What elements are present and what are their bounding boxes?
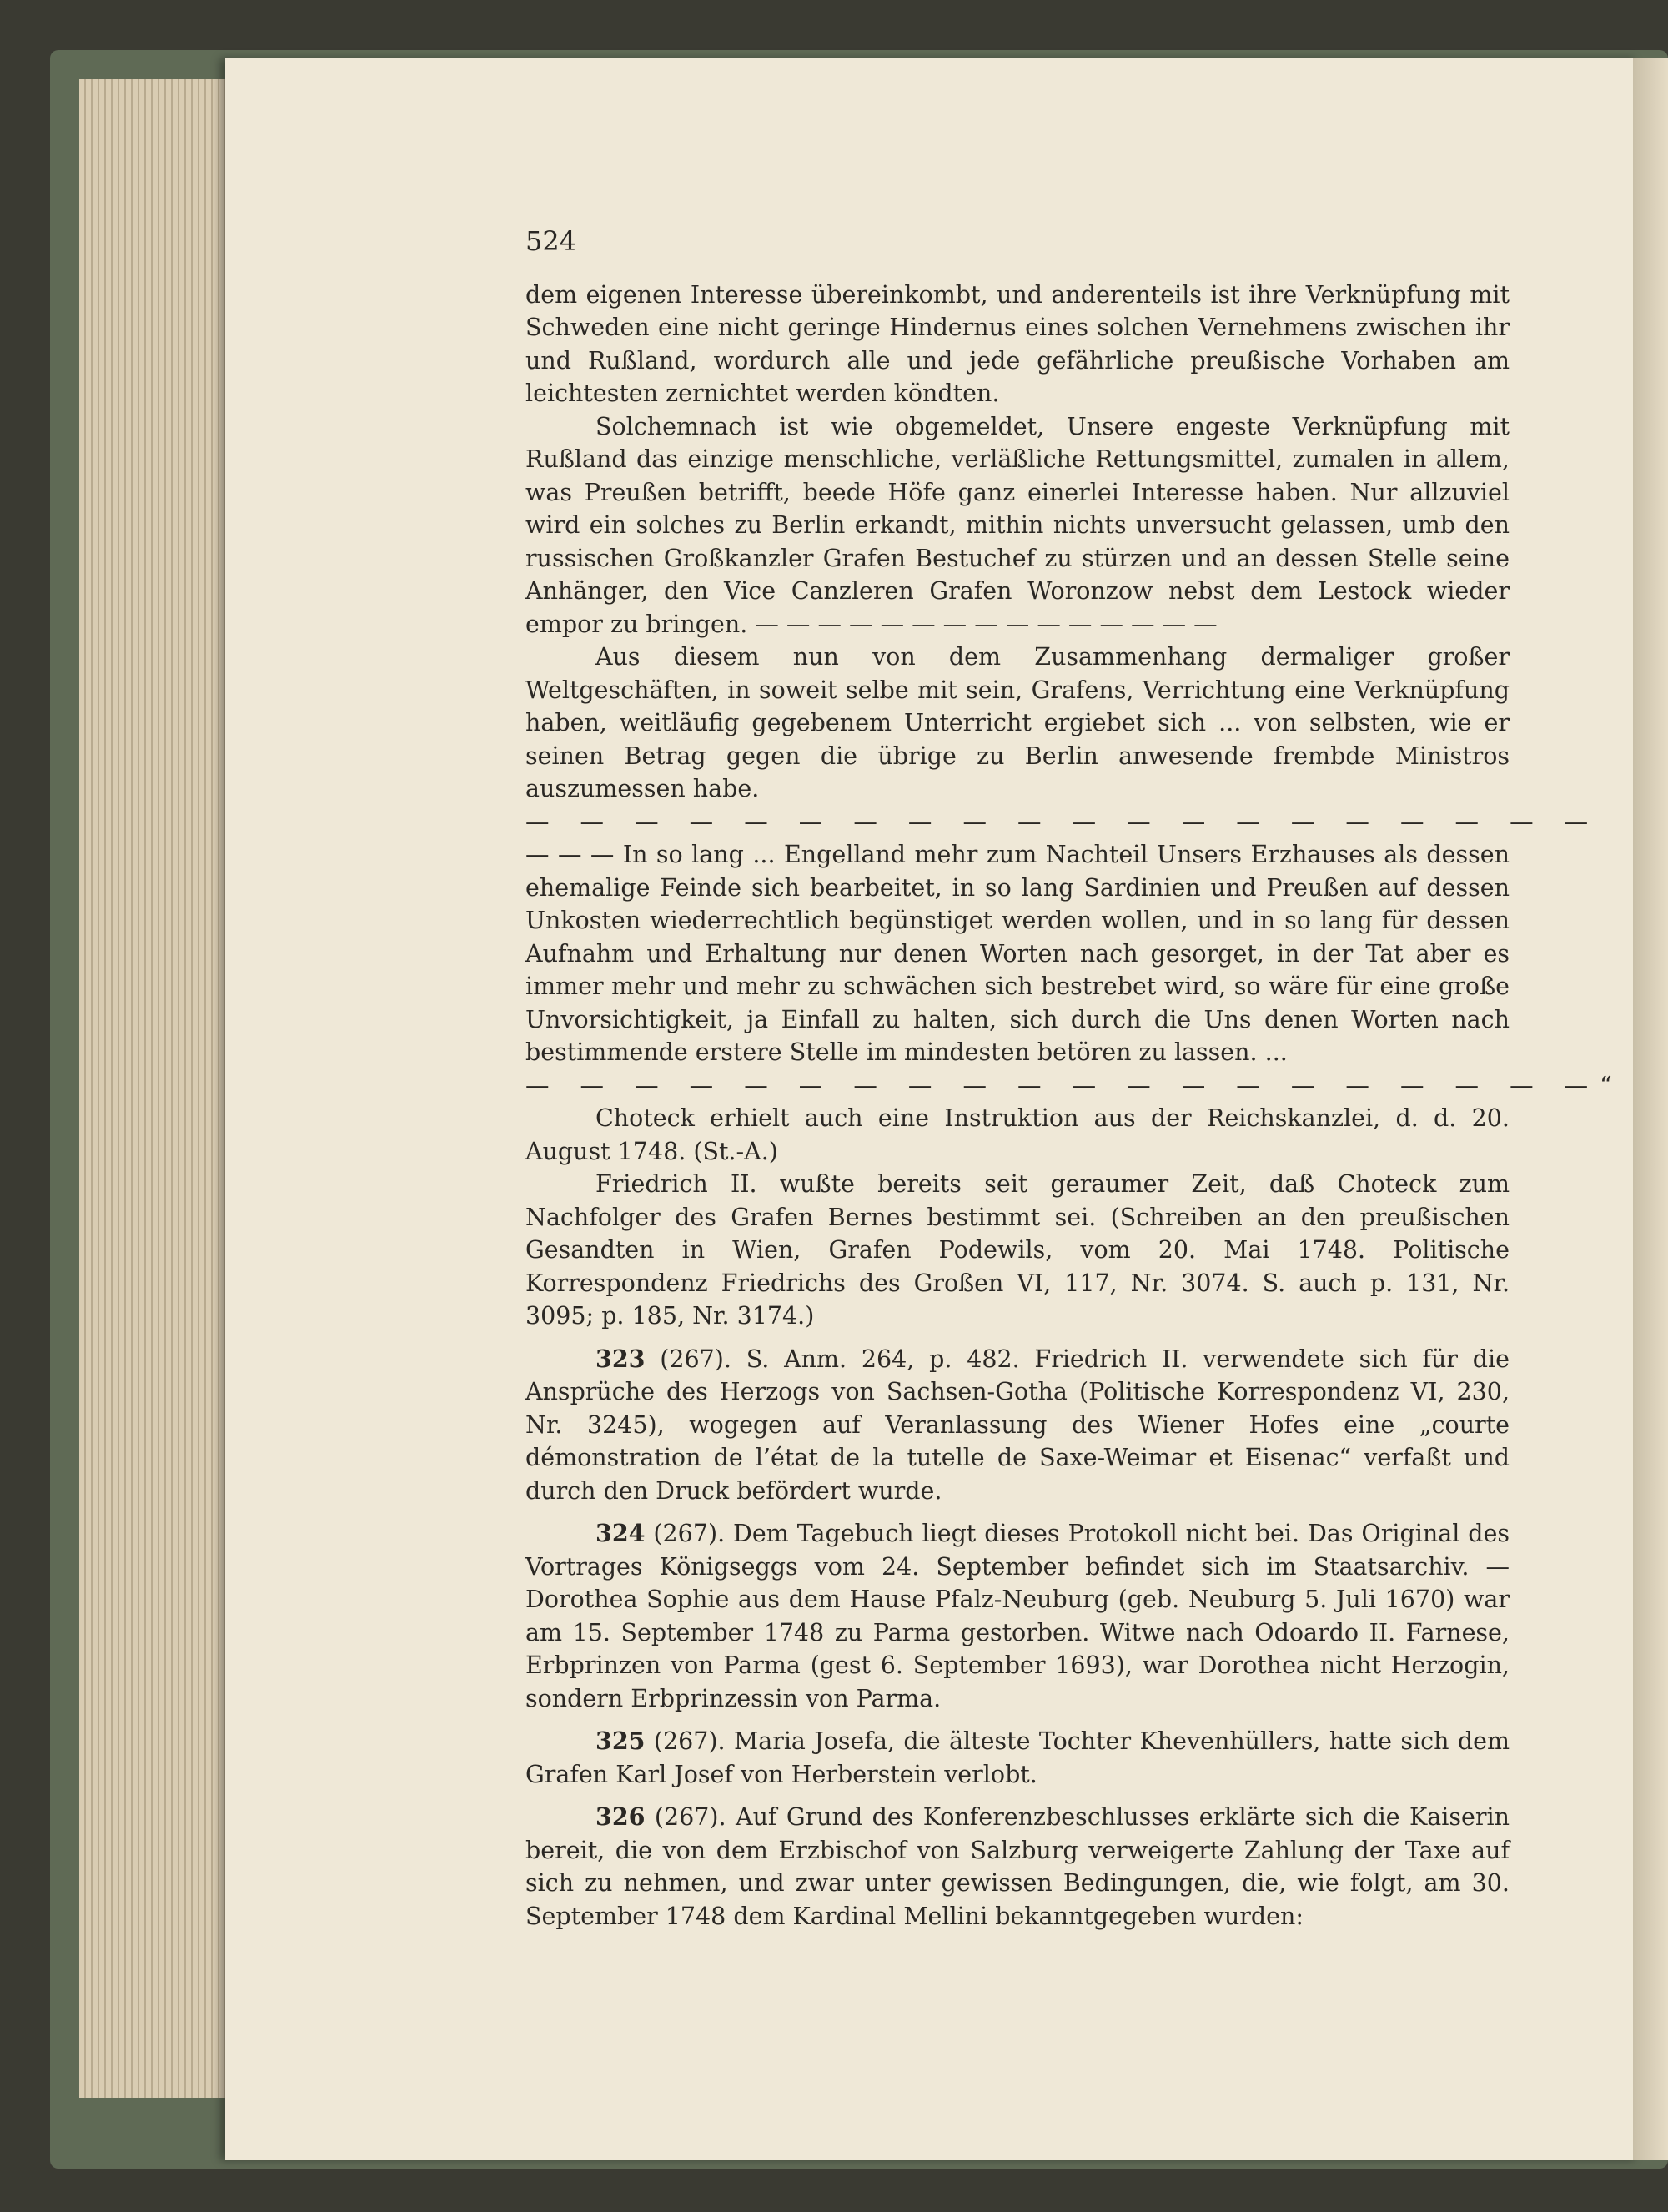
note-325 xyxy=(525,1725,1510,1791)
paragraph-1: dem eigenen Interesse übereinkombt, und anderenteils ist ihre Verknüpfung mit Schweden eine nicht geringe Hindernus eines solchen Vernehmens zwischen ihr und Rußland, wordurch alle und jede gefährliche preußische Vorhaben am leichtesten zernichtet werden köndten. xyxy=(525,280,1510,407)
note-number: 323 xyxy=(595,1344,646,1373)
note-text: (267). Maria Josefa, die älteste Tochter Khevenhüllers, hatte sich dem Grafen Karl Josef von Herberstein verlobt. xyxy=(525,1727,1510,1788)
paragraph-6: Friedrich II. wußte bereits seit geraumer Zeit, daß Choteck zum Nachfolger des Grafen Bernes bestimmt sei. (Schreiben an den preußischen Gesandten in Wien, Grafen Podewils, vom 20. Mai 1748. Politische Korrespondenz Friedrichs des Großen VI, 117, Nr. 3074. S. auch p. 131, Nr. 3095; p. 185, Nr. 3174.) xyxy=(525,1170,1510,1330)
note-number: 326 xyxy=(595,1802,646,1831)
paragraph-4: — — — In so lang ... Engelland mehr zum Nachteil Unsers Erzhauses als dessen ehemalige Feinde sich bearbeitet, in so lang Sardinien und Preußen auf dessen Unkosten wiederrechtlich begünstiget werden wollen, und in so lang für dessen Aufnahm und Erhaltung nur denen Worten nach gesorget, in der Tat aber es immer mehr und mehr zu schwächen sich bestrebet wird, so wäre für eine große Unvorsichtigkeit, ja Einfall zu halten, sich durch die Uns denen Worten nach bestimmende erstere Stelle im mindesten betören zu lassen. ... xyxy=(525,841,1510,1066)
note-326 xyxy=(525,1801,1510,1933)
paragraph-2: Solchemnach ist wie obgemeldet, Unsere engeste Verknüpfung mit Rußland das einzige menschliche, verläßliche Rettungsmittel, zumalen in allem, was Preußen betrifft, beede Höfe ganz einerlei Interesse haben. Nur allzuviel wird ein solches zu Berlin erkandt, mithin nichts unversucht gelassen, umb den russischen Großkanzler Grafen Bestuchef zu stürzen und an dessen Stelle seine Anhänger, den Vice Canzleren Grafen Woronzow nebst dem Lestock wieder empor zu bringen. — — — — — — — — — — — — — — — xyxy=(525,412,1510,638)
note-text: (267). Dem Tagebuch liegt dieses Protokoll nicht bei. Das Original des Vortrages Königseggs vom 24. September befindet sich im Staatsarchiv. — Dorothea Sophie aus dem Hause Pfalz-Neuburg (geb. Neuburg 5. Juli 1670) war am 15. September 1748 zu Parma gestorben. Witwe nach Odoardo II. Farnese, Erbprinzen von Parma (gest 6. September 1693), war Dorothea nicht Herzogin, sondern Erbprinzessin von Parma. xyxy=(525,1520,1510,1712)
paragraph-5: Choteck erhielt auch eine Instruktion aus der Reichskanzlei, d. d. 20. August 1748. (St.-A.) xyxy=(525,1104,1510,1165)
note-number: 325 xyxy=(595,1727,646,1755)
note-text: (267). S. Anm. 264, p. 482. Friedrich II. verwendete sich für die Ansprüche des Herzogs von Sachsen-Gotha (Politische Korrespondenz VI, 230, Nr. 3245), wogegen auf Veranlassung des Wiener Hofes eine „courte démonstration de l’état de la tutelle de Saxe-Weimar et Eisenac“ verfaßt und durch den Druck befördert wurde. xyxy=(525,1345,1510,1505)
note-324 xyxy=(525,1517,1510,1715)
facing-page-edge xyxy=(1633,58,1668,2160)
page-number: 524 xyxy=(525,225,577,257)
paragraph-3: Aus diesem nun von dem Zusammenhang dermaliger großer Weltgeschäften, in soweit selbe mit sein, Grafens, Verrichtung eine Verknüpfung haben, weitläufig gegebenem Unterricht ergiebet sich ... von selbsten, wie er seinen Betrag gegen die übrige zu Berlin anwesende frembde Ministros auszumessen habe. xyxy=(525,643,1510,802)
note-323 xyxy=(525,1343,1510,1508)
dash-line-2: — — — — — — — — — — — — — — — — — — — —“ xyxy=(525,1071,1624,1099)
dash-line-1: — — — — — — — — — — — — — — — — — — — — xyxy=(525,807,1600,836)
note-number: 324 xyxy=(595,1519,646,1547)
text-block xyxy=(525,225,1624,1933)
note-text: (267). Auf Grund des Konferenzbeschlusses erklärte sich die Kaiserin bereit, die von dem Erzbischof von Salzburg verweigerte Zahlung der Taxe auf sich zu nehmen, und zwar unter gewissen Bedingungen, die, wie folgt, am 30. September 1748 dem Kardinal Mellini bekanntgegeben wurden: xyxy=(525,1803,1510,1930)
